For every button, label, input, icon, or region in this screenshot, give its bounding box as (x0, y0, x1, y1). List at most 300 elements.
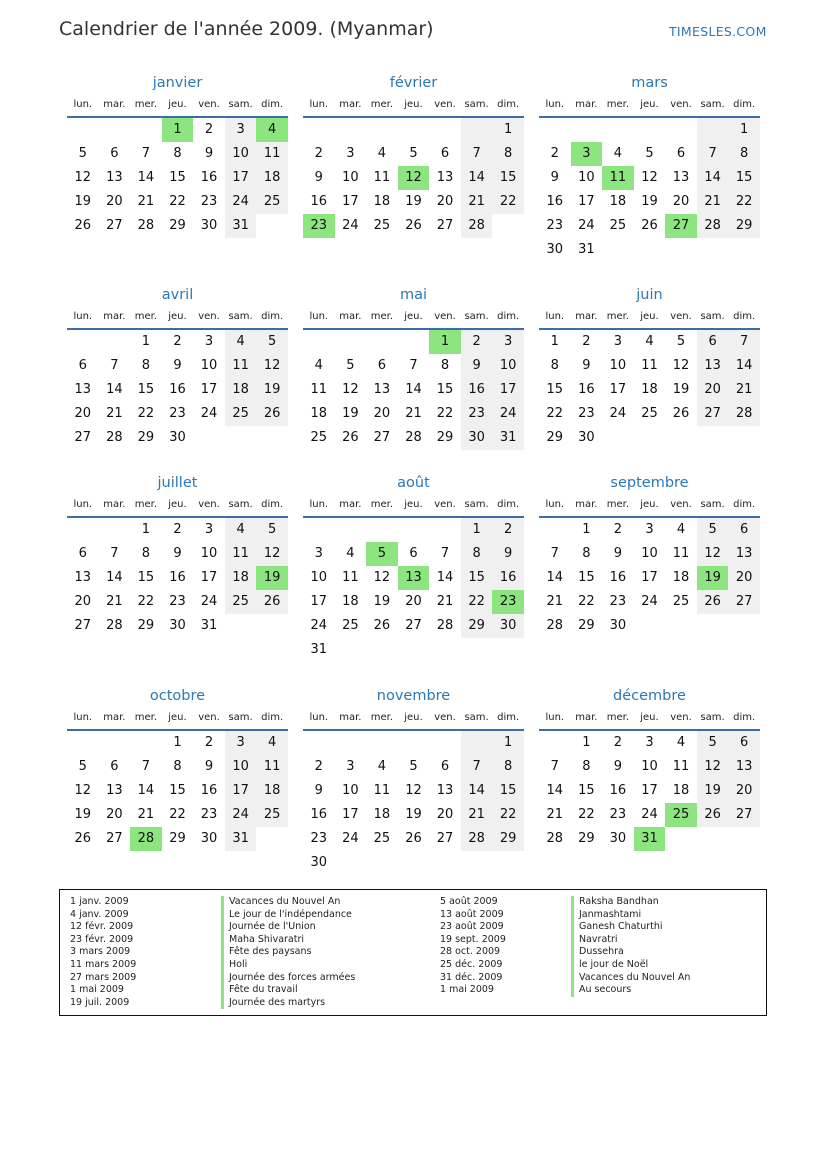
day-cell: 14 (405, 382, 422, 397)
legend-holiday-name: Vacances du Nouvel An (221, 896, 355, 909)
legend-holiday-name: le jour de Noël (571, 959, 690, 972)
day-cell: 29 (169, 831, 186, 846)
day-cell: 19 (641, 194, 658, 209)
weekday-label: lun. (309, 499, 329, 510)
day-grid (67, 731, 288, 851)
day-cell: 16 (609, 783, 627, 798)
legend-holiday-name: Fête des paysans (221, 946, 355, 959)
day-cell: 28 (546, 618, 564, 633)
day-cell: 26 (74, 831, 92, 846)
legend-date: 3 mars 2009 (70, 946, 131, 958)
empty-day-cell (130, 118, 162, 142)
empty-day-cell (335, 518, 367, 542)
day-cell: 25 (225, 590, 257, 614)
day-cell: 1 (141, 334, 151, 349)
day-cell: 7 (141, 146, 151, 161)
day-cell: 11 (672, 759, 690, 774)
legend-date: 1 mai 2009 (70, 984, 124, 996)
day-cell: 24 (200, 594, 218, 609)
day-cell: 3 (204, 334, 214, 349)
empty-day-cell (335, 118, 367, 142)
day-cell: 23 (609, 807, 627, 822)
day-cell: 5 (409, 759, 418, 774)
empty-day-cell (539, 731, 571, 755)
month-block (67, 284, 288, 450)
weekday-label: ven. (434, 311, 456, 322)
empty-day-cell (67, 330, 99, 354)
day-cell: 24 (609, 406, 627, 421)
empty-day-cell (366, 518, 398, 542)
weekday-label: dim. (733, 499, 756, 510)
day-cell: 25 (256, 190, 288, 214)
day-cell: 10 (492, 354, 524, 378)
day-cell: 3 (314, 546, 323, 561)
month-block (303, 472, 524, 662)
legend-date: 13 août 2009 (440, 908, 504, 920)
weekday-header (67, 707, 288, 731)
day-cell: 17 (342, 807, 359, 822)
day-cell: 9 (492, 542, 524, 566)
day-cell: 22 (137, 594, 155, 609)
day-cell: 31 (310, 642, 328, 657)
day-cell: 13 (373, 382, 391, 397)
holiday-day-cell: 1 (429, 330, 461, 354)
day-cell: 27 (373, 430, 391, 445)
weekday-header (303, 94, 524, 118)
weekday-label: ven. (198, 99, 220, 110)
day-cell: 27 (74, 618, 92, 633)
day-cell: 28 (436, 618, 454, 633)
day-cell: 30 (492, 614, 524, 638)
day-cell: 8 (492, 755, 524, 779)
weekday-label: mar. (103, 499, 126, 510)
legend-date: 27 mars 2009 (70, 971, 137, 983)
day-cell: 9 (173, 546, 182, 561)
day-cell: 26 (405, 831, 422, 846)
day-cell: 24 (578, 218, 595, 233)
day-cell: 6 (728, 731, 760, 755)
day-cell: 6 (728, 518, 760, 542)
day-cell: 20 (436, 194, 454, 209)
day-cell: 26 (373, 618, 391, 633)
day-cell: 16 (200, 783, 218, 798)
weekday-label: lun. (73, 99, 93, 110)
day-cell: 4 (377, 759, 387, 774)
legend-date: 28 oct. 2009 (440, 946, 501, 958)
day-cell: 7 (550, 759, 559, 774)
day-cell: 20 (672, 194, 690, 209)
weekday-label: mar. (339, 499, 362, 510)
day-cell: 19 (373, 594, 391, 609)
day-cell: 2 (613, 735, 623, 750)
day-cell: 22 (492, 803, 524, 827)
day-cell: 30 (310, 855, 328, 870)
day-cell: 9 (204, 146, 214, 161)
weekday-label: mar. (339, 99, 362, 110)
weekday-header (539, 707, 760, 731)
day-cell: 28 (106, 618, 123, 633)
day-cell: 12 (697, 755, 729, 779)
day-cell: 12 (373, 570, 391, 585)
day-cell: 12 (342, 382, 359, 397)
weekday-label: jeu. (404, 499, 423, 510)
weekday-label: mar. (103, 311, 126, 322)
empty-day-cell (67, 118, 99, 142)
day-cell: 26 (405, 218, 422, 233)
day-cell: 17 (641, 570, 658, 585)
weekday-label: jeu. (168, 712, 187, 723)
day-cell: 15 (169, 170, 186, 185)
month-name: août (397, 475, 430, 491)
day-cell: 14 (546, 570, 564, 585)
day-cell: 5 (409, 146, 418, 161)
day-cell: 29 (436, 430, 454, 445)
weekday-header (539, 494, 760, 518)
month-name: novembre (376, 688, 451, 704)
day-cell: 12 (74, 170, 92, 185)
day-cell: 10 (641, 546, 658, 561)
day-cell: 9 (582, 358, 591, 373)
day-cell: 1 (141, 522, 151, 537)
legend-date: 12 févr. 2009 (70, 921, 134, 933)
legend-holiday-name: Journée des martyrs (221, 997, 355, 1010)
day-cell: 16 (310, 194, 328, 209)
day-cell: 4 (346, 546, 355, 561)
empty-day-cell (99, 330, 131, 354)
weekday-label: sam. (700, 712, 725, 723)
day-cell: 10 (225, 142, 257, 166)
day-grid (303, 118, 524, 238)
weekday-label: ven. (670, 311, 692, 322)
day-cell: 9 (550, 170, 559, 185)
day-cell: 8 (492, 142, 524, 166)
holiday-day-cell: 25 (665, 803, 697, 827)
day-cell: 29 (546, 430, 564, 445)
day-cell: 14 (106, 570, 123, 585)
weekday-label: dim. (497, 99, 520, 110)
day-cell: 3 (225, 118, 257, 142)
holiday-day-cell: 28 (130, 827, 162, 851)
day-cell: 12 (405, 783, 422, 798)
day-cell: 3 (346, 146, 355, 161)
day-cell: 30 (461, 426, 493, 450)
day-cell: 4 (676, 522, 686, 537)
day-cell: 13 (436, 170, 454, 185)
day-cell: 29 (169, 218, 186, 233)
month-name: mars (631, 75, 668, 91)
day-cell: 23 (461, 402, 493, 426)
weekday-label: lun. (545, 311, 565, 322)
empty-day-cell (602, 118, 634, 142)
day-cell: 12 (256, 354, 288, 378)
day-cell: 23 (169, 594, 186, 609)
weekday-label: jeu. (168, 99, 187, 110)
weekday-label: ven. (434, 712, 456, 723)
legend-date: 1 janv. 2009 (70, 896, 129, 907)
day-cell: 19 (405, 807, 422, 822)
day-cell: 28 (461, 214, 493, 238)
day-cell: 22 (728, 190, 760, 214)
day-cell: 25 (342, 618, 359, 633)
legend-holiday-name: Journée de l'Union (221, 921, 355, 934)
day-cell: 3 (492, 330, 524, 354)
weekday-label: ven. (670, 99, 692, 110)
day-cell: 30 (169, 618, 186, 633)
day-cell: 22 (546, 406, 564, 421)
legend-names-col-2 (571, 896, 690, 997)
day-cell: 20 (728, 779, 760, 803)
day-cell: 23 (200, 194, 218, 209)
weekday-label: sam. (228, 99, 253, 110)
holiday-day-cell: 19 (256, 566, 288, 590)
empty-day-cell (398, 518, 430, 542)
day-cell: 15 (461, 566, 493, 590)
day-cell: 29 (728, 214, 760, 238)
legend-dates-col-2 (440, 896, 506, 997)
empty-day-cell (67, 518, 99, 542)
weekday-label: ven. (670, 712, 692, 723)
day-cell: 17 (200, 570, 218, 585)
legend-date: 4 janv. 2009 (70, 908, 129, 920)
day-cell: 24 (342, 218, 359, 233)
day-cell: 18 (609, 194, 627, 209)
legend-date: 1 mai 2009 (440, 984, 494, 996)
month-block (67, 72, 288, 238)
empty-day-cell (67, 731, 99, 755)
holiday-day-cell: 1 (162, 118, 194, 142)
day-cell: 10 (342, 783, 359, 798)
day-cell: 21 (461, 803, 493, 827)
day-cell: 29 (492, 827, 524, 851)
day-cell: 2 (173, 334, 182, 349)
holiday-day-cell: 31 (634, 827, 666, 851)
day-cell: 7 (440, 546, 450, 561)
day-cell: 2 (204, 735, 214, 750)
legend-holiday-name: Fête du travail (221, 984, 355, 997)
weekday-label: ven. (198, 712, 220, 723)
month-name: septembre (610, 475, 689, 491)
day-cell: 20 (74, 406, 92, 421)
day-cell: 6 (78, 358, 87, 373)
day-cell: 7 (461, 755, 493, 779)
day-cell: 13 (74, 570, 92, 585)
legend-date: 31 déc. 2009 (440, 971, 503, 983)
legend-date: 11 mars 2009 (70, 958, 137, 970)
day-cell: 14 (137, 170, 155, 185)
day-cell: 4 (676, 735, 686, 750)
month-block (539, 472, 760, 638)
month-block (67, 472, 288, 638)
day-cell: 10 (225, 755, 257, 779)
day-grid (67, 518, 288, 638)
weekday-label: jeu. (640, 499, 659, 510)
legend-holiday-name: Holi (221, 959, 355, 972)
weekday-label: lun. (545, 499, 565, 510)
weekday-header (67, 494, 288, 518)
day-cell: 24 (641, 594, 658, 609)
day-cell: 22 (461, 590, 493, 614)
day-cell: 28 (137, 218, 155, 233)
weekday-label: mar. (575, 712, 598, 723)
weekday-label: ven. (198, 499, 220, 510)
day-cell: 29 (578, 618, 595, 633)
empty-day-cell (539, 518, 571, 542)
weekday-label: ven. (434, 499, 456, 510)
day-cell: 15 (492, 779, 524, 803)
day-cell: 15 (546, 382, 564, 397)
day-cell: 25 (373, 218, 391, 233)
month-block (539, 72, 760, 262)
brand-link[interactable]: TIMESLES.COM (669, 24, 767, 39)
day-cell: 17 (225, 779, 257, 803)
legend-date: 19 juil. 2009 (70, 996, 130, 1008)
day-cell: 28 (106, 430, 123, 445)
month-block (303, 72, 524, 238)
day-cell: 15 (137, 570, 155, 585)
weekday-label: sam. (700, 99, 725, 110)
day-grid (539, 118, 760, 262)
legend-holiday-name: Ganesh Chaturthi (571, 921, 690, 934)
weekday-label: lun. (309, 712, 329, 723)
day-cell: 8 (173, 759, 182, 774)
day-cell: 15 (578, 570, 595, 585)
legend-date: 19 sept. 2009 (440, 933, 506, 945)
day-cell: 21 (137, 194, 155, 209)
day-cell: 31 (200, 618, 218, 633)
month-name: février (389, 75, 438, 91)
empty-day-cell (634, 118, 666, 142)
day-cell: 20 (697, 378, 729, 402)
day-cell: 5 (676, 334, 686, 349)
empty-day-cell (303, 731, 335, 755)
weekday-label: jeu. (640, 712, 659, 723)
day-cell: 8 (582, 759, 591, 774)
legend-holiday-name: Journée des forces armées (221, 972, 355, 985)
weekday-label: ven. (198, 311, 220, 322)
day-cell: 13 (672, 170, 690, 185)
day-cell: 19 (672, 382, 690, 397)
empty-day-cell (429, 518, 461, 542)
day-cell: 20 (728, 566, 760, 590)
day-cell: 29 (578, 831, 595, 846)
weekday-label: sam. (464, 99, 489, 110)
day-cell: 7 (110, 546, 119, 561)
day-cell: 11 (256, 755, 288, 779)
month-block (303, 284, 524, 450)
weekday-label: lun. (545, 99, 565, 110)
day-cell: 9 (314, 170, 323, 185)
day-cell: 6 (676, 146, 686, 161)
weekday-label: sam. (700, 499, 725, 510)
day-cell: 26 (256, 590, 288, 614)
day-cell: 1 (550, 334, 559, 349)
day-cell: 27 (106, 831, 123, 846)
day-cell: 30 (578, 430, 595, 445)
day-cell: 23 (169, 406, 186, 421)
day-cell: 23 (310, 831, 328, 846)
weekday-label: mer. (370, 99, 394, 110)
day-grid (67, 118, 288, 238)
day-cell: 1 (492, 731, 524, 755)
day-cell: 20 (106, 194, 123, 209)
day-cell: 22 (169, 807, 186, 822)
day-cell: 4 (314, 358, 323, 373)
weekday-label: lun. (73, 712, 93, 723)
day-cell: 22 (169, 194, 186, 209)
day-cell: 4 (645, 334, 654, 349)
day-cell: 11 (342, 570, 359, 585)
day-cell: 7 (728, 330, 760, 354)
day-cell: 27 (106, 218, 123, 233)
day-cell: 26 (672, 406, 690, 421)
day-cell: 3 (645, 735, 654, 750)
day-cell: 15 (169, 783, 186, 798)
weekday-header (303, 306, 524, 330)
day-cell: 14 (728, 354, 760, 378)
day-cell: 3 (613, 334, 623, 349)
day-cell: 12 (697, 542, 729, 566)
day-cell: 22 (578, 594, 595, 609)
day-cell: 12 (74, 783, 92, 798)
day-cell: 15 (492, 166, 524, 190)
day-cell: 20 (106, 807, 123, 822)
empty-day-cell (571, 118, 603, 142)
empty-day-cell (303, 518, 335, 542)
day-cell: 11 (256, 142, 288, 166)
day-cell: 21 (546, 594, 564, 609)
day-cell: 25 (373, 831, 391, 846)
day-cell: 10 (342, 170, 359, 185)
day-cell: 15 (436, 382, 454, 397)
day-cell: 6 (440, 759, 450, 774)
day-cell: 5 (256, 518, 288, 542)
weekday-label: mar. (575, 99, 598, 110)
weekday-label: mer. (606, 499, 630, 510)
day-cell: 27 (436, 218, 454, 233)
day-cell: 11 (373, 783, 391, 798)
day-cell: 5 (697, 731, 729, 755)
weekday-label: dim. (261, 99, 284, 110)
day-cell: 1 (492, 118, 524, 142)
day-cell: 4 (225, 330, 257, 354)
holiday-day-cell: 19 (697, 566, 729, 590)
weekday-label: dim. (261, 311, 284, 322)
empty-day-cell (366, 118, 398, 142)
weekday-label: lun. (73, 311, 93, 322)
weekday-label: mar. (575, 311, 598, 322)
day-cell: 18 (373, 807, 391, 822)
day-cell: 9 (613, 546, 623, 561)
month-block (539, 284, 760, 450)
empty-day-cell (539, 118, 571, 142)
weekday-header (303, 707, 524, 731)
legend-holiday-name: Le jour de l'indépendance (221, 909, 355, 922)
weekday-label: mar. (575, 499, 598, 510)
day-cell: 8 (461, 542, 493, 566)
legend-holiday-name: Janmashtami (571, 909, 690, 922)
day-cell: 18 (373, 194, 391, 209)
weekday-label: jeu. (640, 311, 659, 322)
legend-holiday-name: Vacances du Nouvel An (571, 972, 690, 985)
empty-day-cell (130, 731, 162, 755)
empty-day-cell (335, 731, 367, 755)
legend-holiday-name: Navratri (571, 934, 690, 947)
weekday-label: sam. (228, 311, 253, 322)
empty-day-cell (335, 330, 367, 354)
legend-date: 25 déc. 2009 (440, 958, 503, 970)
day-cell: 19 (74, 807, 92, 822)
day-cell: 16 (169, 382, 186, 397)
